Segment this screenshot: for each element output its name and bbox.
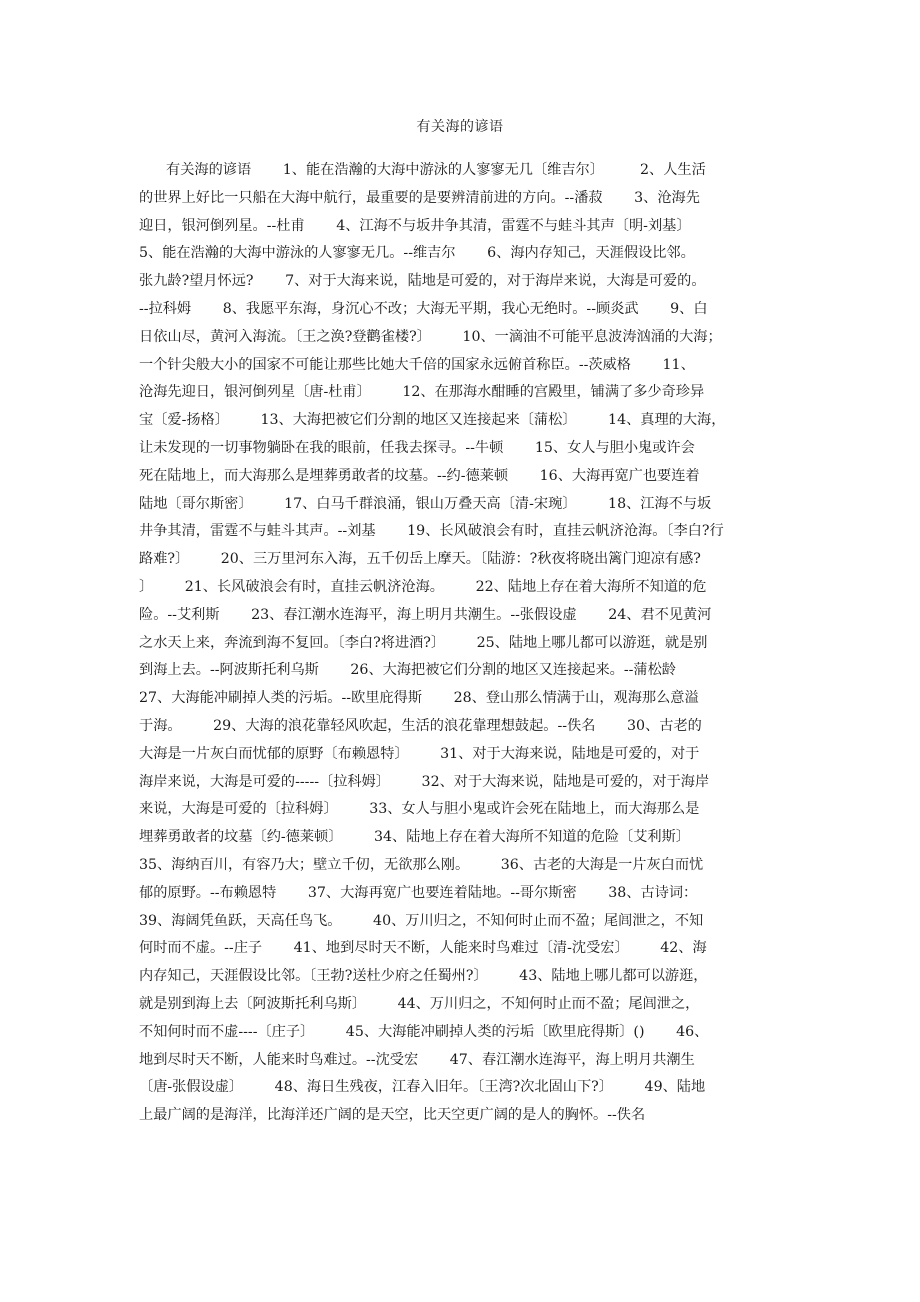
body-line: 陆地〔哥尔斯密〕 17、白马千群浪涌，银山万叠天高〔清-宋琬〕 18、江海不与坂	[139, 495, 712, 512]
body-line: 内存知己，天涯假设比邻。〔王勃?送杜少府之任蜀州?〕 43、陆地上哪儿都可以游逛，	[139, 968, 708, 985]
body-line: 之水天上来，奔流到海不复回。〔李白?将进酒?〕 25、陆地上哪儿都可以游逛，就是别	[139, 634, 708, 651]
body-line: 35、海纳百川，有容乃大；壁立千仞，无欲那么刚。 36、古老的大海是一片灰白而忧	[139, 856, 704, 873]
body-line: 大海是一片灰白而忧郁的原野〔布赖恩特〕 31、对于大海来说，陆地是可爱的，对于	[139, 745, 700, 762]
body-line: 一个针尖般大小的国家不可能让那些比她大千倍的国家永远俯首称臣。--茨威格 11、	[139, 356, 695, 373]
document-body	[139, 157, 789, 1130]
body-line: 死在陆地上，而大海那么是埋葬勇敢者的坟墓。--约-德莱顿 16、大海再宽广也要连着	[139, 467, 700, 484]
body-line: 上最广阔的是海洋，比海洋还广阔的是天空，比天空更广阔的是人的胸怀。--佚名	[139, 1107, 646, 1124]
body-line: 地到尽时天不断，人能来时鸟难过。--沈受宏 47、春江潮水连海平，海上明月共潮生	[139, 1051, 695, 1068]
body-line: 险。--艾利斯 23、春江潮水连海平，海上明月共潮生。--张假设虚 24、君不见黄河	[139, 606, 712, 623]
body-line: 日依山尽，黄河入海流。〔王之涣?登鹳雀楼?〕 10、一滴油不可能平息波涛汹涌的大海；	[139, 328, 722, 345]
body-line: 〔唐-张假设虚〕 48、海日生残夜，江春入旧年。〔王湾?次北固山下?〕 49、陆地	[139, 1079, 706, 1096]
document-title: 有关海的谚语	[416, 119, 504, 135]
body-line: 来说，大海是可爱的〔拉科姆〕 33、女人与胆小鬼或许会死在陆地上，而大海那么是	[139, 801, 700, 818]
body-line: 39、海阔凭鱼跃，天高任鸟飞。 40、万川归之，不知何时止而不盈；尾闾泄之，不知	[139, 912, 704, 929]
body-line: --拉科姆 8、我愿平东海，身沉心不改；大海无平期，我心无绝时。--顾炎武 9、白	[139, 300, 708, 317]
body-line: 何时而不虚。--庄子 41、地到尽时天不断，人能来时鸟难过〔清-沈受宏〕 42、海	[139, 940, 707, 957]
body-line: 到海上去。--阿波斯托利乌斯 26、大海把被它们分割的地区又连接起来。--蒲松龄	[139, 662, 676, 679]
body-line: 海岸来说，大海是可爱的-----〔拉科姆〕 32、对于大海来说，陆地是可爱的，对于海岸	[139, 773, 710, 790]
body-line: 宝〔爱-扬格〕 13、大海把被它们分割的地区又连接起来〔蒲松〕 14、真理的大海，	[139, 412, 726, 429]
body-line: 沧海先迎日，银河倒列星〔唐-杜甫〕 12、在那海水酣睡的宫殿里，铺满了多少奇珍异	[139, 384, 705, 401]
body-line: 郁的原野。--布赖恩特 37、大海再宽广也要连着陆地。--哥尔斯密 38、古诗词：	[139, 884, 698, 901]
body-line: 不知何时而不虚----〔庄子〕 45、大海能冲刷掉人类的污垢〔欧里庇得斯〕() 46、	[139, 1023, 709, 1040]
body-line: 张九龄?望月怀远? 7、对于大海来说，陆地是可爱的，对于海岸来说，大海是可爱的。	[139, 273, 706, 290]
body-line: 井争其清，雷霆不与蛙斗其声。--刘基 19、长风破浪会有时，直挂云帆济沧海。〔李白?行	[139, 523, 724, 540]
body-line: 迎日，银河倒列星。--杜甫 4、江海不与坂井争其清，雷霆不与蛙斗其声〔明-刘基〕	[139, 217, 691, 234]
body-line: 就是别到海上去〔阿波斯托利乌斯〕 44、万川归之，不知何时止而不盈；尾闾泄之，	[139, 995, 700, 1012]
body-line: 有关海的谚语 1、能在浩瀚的大海中游泳的人寥寥无几〔维吉尔〕 2、人生活	[139, 162, 706, 178]
body-line: 于海。 29、大海的浪花靠轻风吹起，生活的浪花靠理想鼓起。--佚名 30、古老的	[139, 717, 702, 734]
body-line: 让未发现的一切事物躺卧在我的眼前，任我去探寻。--牛顿 15、女人与胆小鬼或许会	[139, 439, 695, 456]
body-line: 埋葬勇敢者的坟墓〔约-德莱顿〕 34、陆地上存在着大海所不知道的危险〔艾利斯〕	[139, 829, 690, 846]
body-line: 〕 21、长风破浪会有时，直挂云帆济沧海。 22、陆地上存在着大海所不知道的危	[139, 578, 707, 595]
body-line: 的世界上好比一只船在大海中航行，最重要的是要辨清前进的方向。--潘菽 3、沧海先	[139, 189, 700, 206]
body-line: 5、能在浩瀚的大海中游泳的人寥寥无几。--维吉尔 6、海内存知己，天涯假设比邻。	[139, 245, 695, 262]
body-line: 27、大海能冲刷掉人类的污垢。--欧里庇得斯 28、登山那么情满于山，观海那么意溢	[139, 690, 699, 707]
body-line: 路难?〕 20、三万里河东入海，五千仞岳上摩天。〔陆游：?秋夜将晓出篱门迎凉有感?	[139, 551, 701, 568]
